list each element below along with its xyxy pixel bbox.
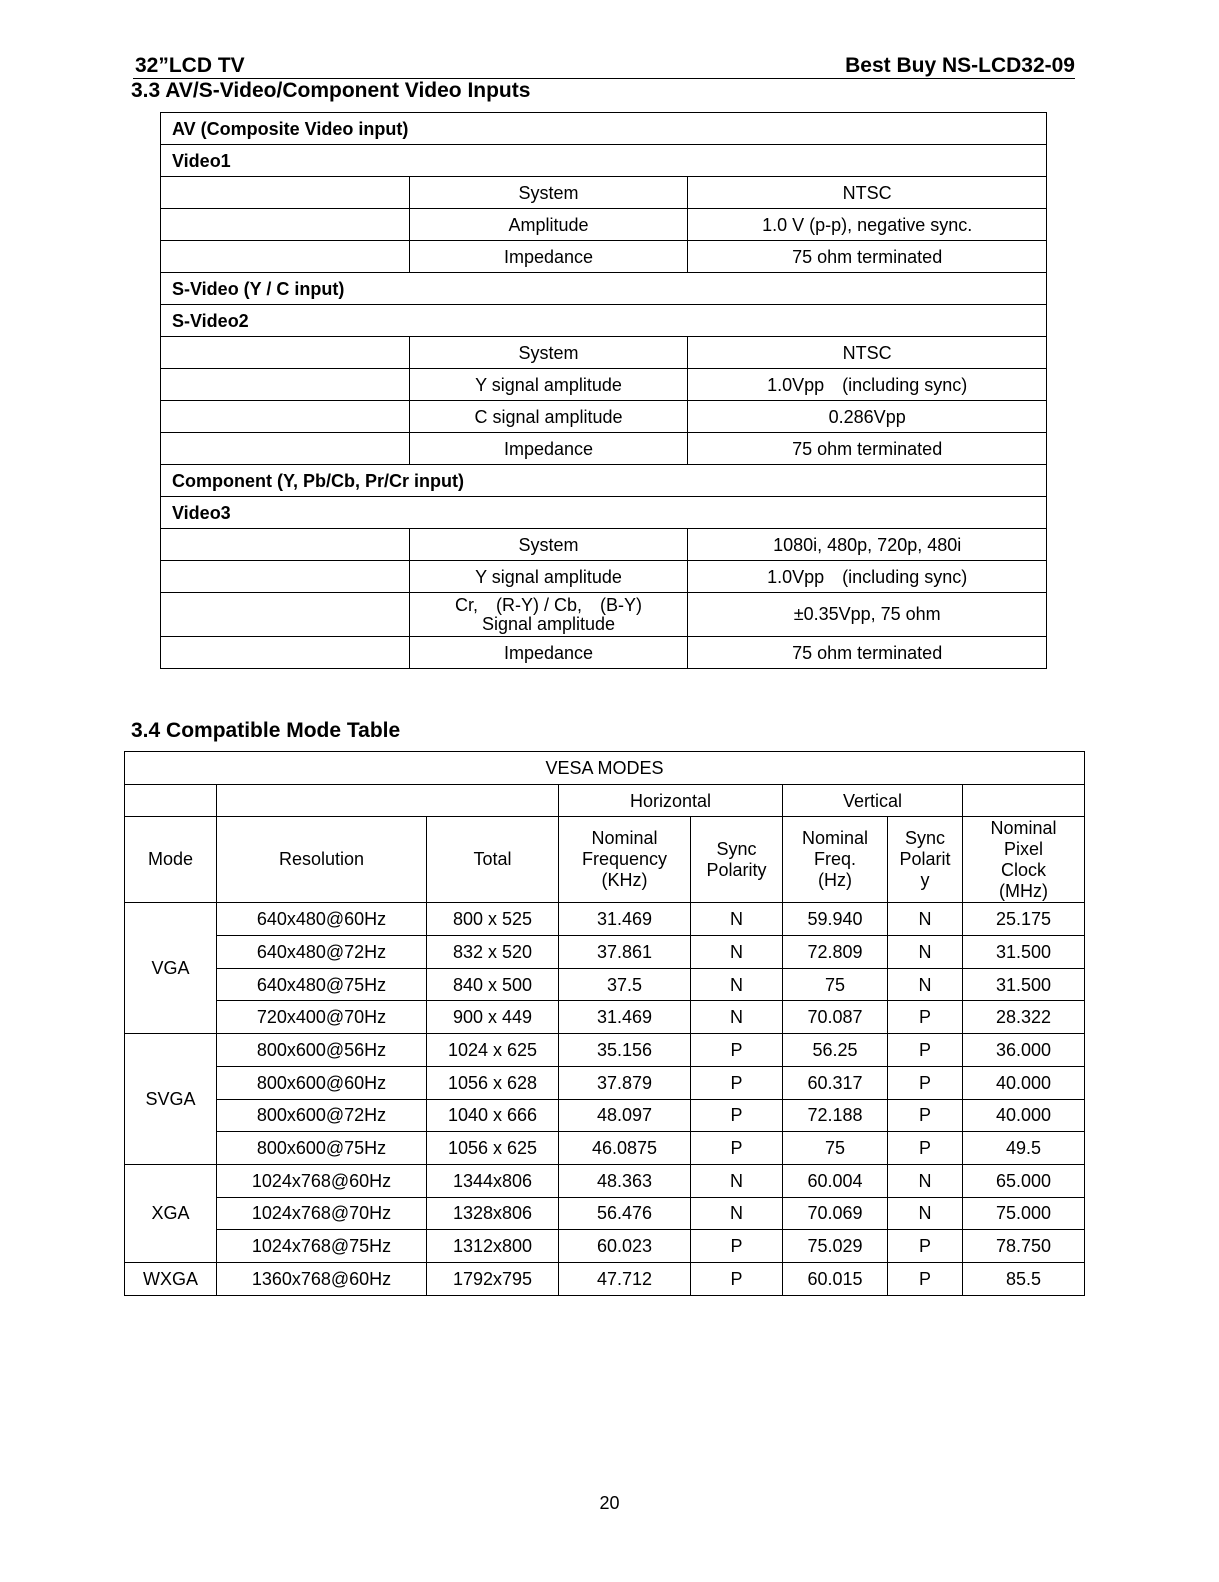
table-row [161,433,1047,465]
table-row [125,936,1085,969]
value-cell: 75 ohm terminated [688,637,1047,669]
table-row [125,1066,1085,1099]
v-sync-cell: P [888,1132,963,1165]
h-frequency-cell: 46.0875 [559,1132,691,1165]
pixel-clock-cell: 65.000 [963,1164,1085,1197]
resolution-cell: 800x600@75Hz [217,1132,427,1165]
empty-cell [217,784,559,817]
v-sync-cell: N [888,968,963,1001]
total-cell: 900 x 449 [427,1001,559,1034]
empty-cell [161,561,410,593]
table-row [125,1262,1085,1295]
v-sync-column-header [888,817,963,903]
param-line: Signal amplitude [481,613,616,634]
table-row [161,369,1047,401]
empty-cell [161,209,410,241]
value-cell: 1.0 V (p-p), negative sync. [688,209,1047,241]
header-line: Pixel [1003,838,1043,859]
v-frequency-column-header [783,817,888,903]
header-line: Nominal [990,817,1057,838]
empty-cell [963,784,1085,817]
h-sync-cell: P [691,1230,783,1263]
horizontal-header: Horizontal [559,784,783,817]
empty-cell [161,433,410,465]
pixel-clock-cell: 36.000 [963,1034,1085,1067]
component-group-heading: Component (Y, Pb/Cb, Pr/Cr input) [161,465,1047,497]
v-sync-cell: P [888,1034,963,1067]
header-line: (Hz) [818,870,852,891]
h-frequency-cell: 37.861 [559,936,691,969]
table-row [125,1099,1085,1132]
header-line: Frequency [581,849,668,870]
section-title-av-inputs: 3.3 AV/S-Video/Component Video Inputs [131,79,531,102]
resolution-cell: 800x600@56Hz [217,1034,427,1067]
header-line: Nominal [801,828,869,849]
h-frequency-cell: 31.469 [559,1001,691,1034]
v-frequency-cell: 72.809 [783,936,888,969]
total-cell: 1328x806 [427,1197,559,1230]
v-frequency-cell: 60.004 [783,1164,888,1197]
pixel-clock-cell: 28.322 [963,1001,1085,1034]
h-sync-cell: N [691,903,783,936]
mode-cell: WXGA [125,1262,217,1295]
vesa-header: VESA MODES [125,752,1085,785]
total-cell: 1024 x 625 [427,1034,559,1067]
empty-cell [161,337,410,369]
value-cell: 1.0Vpp (including sync) [688,369,1047,401]
param-cell: C signal amplitude [409,401,688,433]
column-header-row [125,817,1085,903]
empty-cell [161,637,410,669]
empty-cell [161,369,410,401]
table-row [125,1034,1085,1067]
v-frequency-cell: 56.25 [783,1034,888,1067]
total-cell: 840 x 500 [427,968,559,1001]
table-row [161,637,1047,669]
h-frequency-cell: 35.156 [559,1034,691,1067]
empty-cell [161,593,410,637]
svideo-group-heading: S-Video (Y / C input) [161,273,1047,305]
pixel-clock-cell: 75.000 [963,1197,1085,1230]
table-row [125,1230,1085,1263]
empty-cell [161,177,410,209]
value-cell: 0.286Vpp [688,401,1047,433]
resolution-cell: 720x400@70Hz [217,1001,427,1034]
header-line: Freq. [813,849,856,870]
table-row [125,1164,1085,1197]
svideo2-heading: S-Video2 [161,305,1047,337]
v-frequency-cell: 72.188 [783,1099,888,1132]
pixel-clock-cell: 31.500 [963,968,1085,1001]
pixel-clock-column-header [963,817,1085,903]
table-row [161,113,1047,145]
h-frequency-cell: 37.5 [559,968,691,1001]
total-cell: 800 x 525 [427,903,559,936]
h-frequency-cell: 48.363 [559,1164,691,1197]
page-header [133,54,1075,79]
resolution-cell: 640x480@60Hz [217,903,427,936]
empty-cell [161,401,410,433]
resolution-cell: 1024x768@75Hz [217,1230,427,1263]
v-frequency-cell: 60.015 [783,1262,888,1295]
empty-cell [161,529,410,561]
v-frequency-cell: 70.069 [783,1197,888,1230]
table-row [161,209,1047,241]
value-cell: ±0.35Vpp, 75 ohm [688,593,1047,637]
table-row [161,497,1047,529]
table-row [125,1132,1085,1165]
value-cell: NTSC [688,337,1047,369]
table-row [161,561,1047,593]
pixel-clock-cell: 85.5 [963,1262,1085,1295]
pixel-clock-cell: 40.000 [963,1066,1085,1099]
total-cell: 1040 x 666 [427,1099,559,1132]
resolution-cell: 800x600@72Hz [217,1099,427,1132]
table-row [125,1001,1085,1034]
h-frequency-cell: 37.879 [559,1066,691,1099]
h-sync-cell: P [691,1034,783,1067]
header-line: Nominal [591,828,658,849]
header-line: Polarit [899,849,951,870]
v-frequency-cell: 59.940 [783,903,888,936]
header-line: (KHz) [601,870,648,891]
total-cell: 1312x800 [427,1230,559,1263]
h-sync-cell: P [691,1099,783,1132]
v-sync-cell: N [888,936,963,969]
header-line: Polarity [706,859,767,880]
h-sync-cell: N [691,936,783,969]
value-cell: 1.0Vpp (including sync) [688,561,1047,593]
h-sync-cell: N [691,968,783,1001]
header-line: Sync [904,828,946,849]
resolution-cell: 800x600@60Hz [217,1066,427,1099]
empty-cell [161,241,410,273]
total-cell: 1056 x 628 [427,1066,559,1099]
mode-column-header: Mode [125,817,217,903]
total-cell: 832 x 520 [427,936,559,969]
table-row [161,177,1047,209]
v-sync-cell: P [888,1001,963,1034]
param-cell: Impedance [409,637,688,669]
table-row [161,529,1047,561]
resolution-cell: 1024x768@70Hz [217,1197,427,1230]
empty-cell [125,784,217,817]
value-cell: 75 ohm terminated [688,241,1047,273]
param-cell: System [409,337,688,369]
h-sync-cell: N [691,1164,783,1197]
table-row [161,337,1047,369]
h-frequency-cell: 56.476 [559,1197,691,1230]
resolution-cell: 640x480@72Hz [217,936,427,969]
v-sync-cell: P [888,1066,963,1099]
pixel-clock-cell: 40.000 [963,1099,1085,1132]
total-cell: 1056 x 625 [427,1132,559,1165]
mode-cell: XGA [125,1164,217,1262]
param-cell: Y signal amplitude [409,369,688,401]
param-cell: Y signal amplitude [409,561,688,593]
pixel-clock-cell: 25.175 [963,903,1085,936]
value-cell: NTSC [688,177,1047,209]
h-frequency-cell: 60.023 [559,1230,691,1263]
video3-heading: Video3 [161,497,1047,529]
h-sync-cell: N [691,1197,783,1230]
header-line: Clock [1000,859,1046,880]
total-cell: 1792x795 [427,1262,559,1295]
v-sync-cell: N [888,1164,963,1197]
h-sync-cell: P [691,1132,783,1165]
param-cell: System [409,529,688,561]
resolution-column-header: Resolution [217,817,427,903]
compatible-mode-table [124,751,1085,1296]
v-sync-cell: N [888,1197,963,1230]
param-cell: System [409,177,688,209]
v-sync-cell: P [888,1230,963,1263]
table-row [125,903,1085,936]
header-line: y [920,870,930,891]
header-line: Sync [716,838,757,859]
resolution-cell: 1024x768@60Hz [217,1164,427,1197]
param-line: Cr, (R-Y) / Cb, (B-Y) [455,594,642,615]
resolution-cell: 1360x768@60Hz [217,1262,427,1295]
pixel-clock-cell: 31.500 [963,936,1085,969]
table-row [161,273,1047,305]
table-row [161,305,1047,337]
av-inputs-table [160,112,1047,669]
v-frequency-cell: 60.317 [783,1066,888,1099]
resolution-cell: 640x480@75Hz [217,968,427,1001]
header-model: Best Buy NS-LCD32-09 [845,54,1075,77]
v-sync-cell: N [888,903,963,936]
h-sync-cell: N [691,1001,783,1034]
h-frequency-cell: 48.097 [559,1099,691,1132]
total-column-header: Total [427,817,559,903]
av-group-heading: AV (Composite Video input) [161,113,1047,145]
total-cell: 1344x806 [427,1164,559,1197]
v-sync-cell: P [888,1099,963,1132]
h-sync-cell: P [691,1066,783,1099]
h-sync-column-header [691,817,783,903]
page-number: 20 [599,1493,620,1513]
h-frequency-column-header [559,817,691,903]
mode-cell: SVGA [125,1034,217,1165]
table-row [161,145,1047,177]
video1-heading: Video1 [161,145,1047,177]
param-cell: Impedance [409,241,688,273]
table-row [161,401,1047,433]
section-title-mode-table: 3.4 Compatible Mode Table [131,719,401,742]
v-frequency-cell: 75 [783,1132,888,1165]
table-row [161,593,1047,637]
vertical-header: Vertical [783,784,963,817]
mode-table-body [125,903,1085,1295]
table-row [161,465,1047,497]
mode-cell: VGA [125,903,217,1034]
pixel-clock-cell: 78.750 [963,1230,1085,1263]
pixel-clock-cell: 49.5 [963,1132,1085,1165]
table-row [161,241,1047,273]
value-cell: 75 ohm terminated [688,433,1047,465]
header-line: (MHz) [999,880,1048,901]
param-cell [409,593,688,637]
h-frequency-cell: 31.469 [559,903,691,936]
v-frequency-cell: 70.087 [783,1001,888,1034]
table-row [125,752,1085,785]
h-sync-cell: P [691,1262,783,1295]
h-frequency-cell: 47.712 [559,1262,691,1295]
v-frequency-cell: 75.029 [783,1230,888,1263]
v-sync-cell: P [888,1262,963,1295]
header-product: 32”LCD TV [135,54,245,77]
param-cell: Amplitude [409,209,688,241]
table-row [125,1197,1085,1230]
value-cell: 1080i, 480p, 720p, 480i [688,529,1047,561]
param-cell: Impedance [409,433,688,465]
table-row [125,968,1085,1001]
table-row [125,784,1085,817]
v-frequency-cell: 75 [783,968,888,1001]
